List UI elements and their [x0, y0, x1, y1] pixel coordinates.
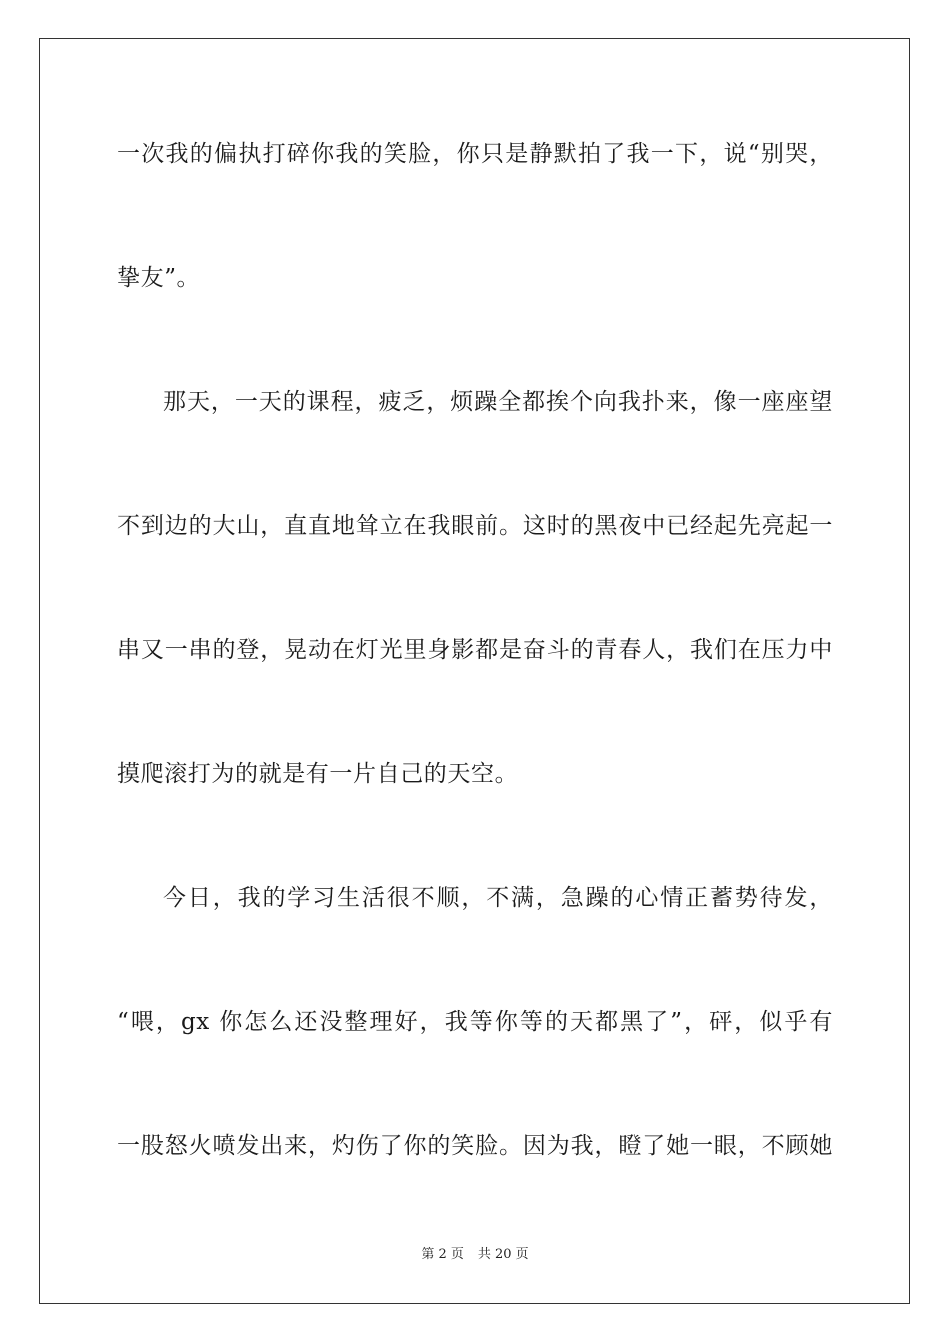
page-number: 第 2 页: [421, 1247, 464, 1262]
paragraph-3-line-2: “喂，gx 你怎么还没整理好，我等你等的天都黑了”，砰，似乎有: [117, 1009, 833, 1035]
body-line-2: 挚友”。: [117, 265, 201, 291]
paragraph-3-line-1: 今日，我的学习生活很不顺，不满，急躁的心情正蓄势待发，: [163, 885, 833, 911]
page-border: [39, 38, 910, 1304]
page-footer: [0, 1246, 950, 1264]
page-total: 共 20 页: [477, 1247, 529, 1262]
paragraph-2-line-2: 不到边的大山，直直地耸立在我眼前。这时的黑夜中已经起先亮起一: [117, 513, 833, 539]
paragraph-2-line-3: 串又一串的登，晃动在灯光里身影都是奋斗的青春人，我们在压力中: [117, 637, 833, 663]
body-line-1: 一次我的偏执打碎你我的笑脸，你只是静默拍了我一下，说“别哭，: [117, 141, 833, 167]
paragraph-2-line-4: 摸爬滚打为的就是有一片自己的天空。: [117, 761, 519, 787]
paragraph-2-line-1: 那天，一天的课程，疲乏，烦躁全都挨个向我扑来，像一座座望: [163, 389, 833, 415]
paragraph-3-line-3: 一股怒火喷发出来，灼伤了你的笑脸。因为我，瞪了她一眼，不顾她: [117, 1133, 833, 1159]
